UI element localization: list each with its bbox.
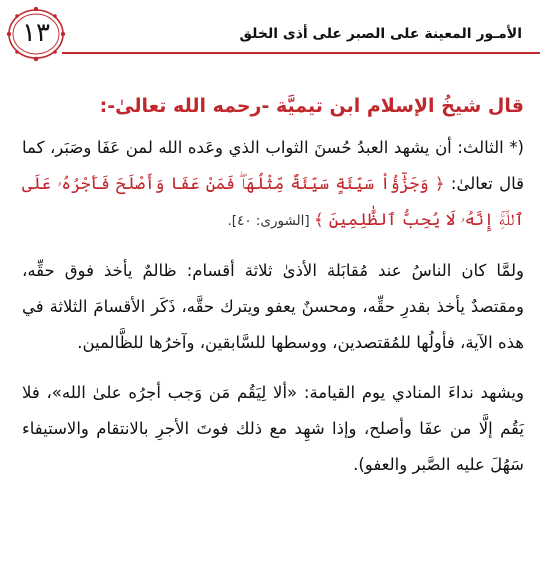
paragraph-1 — [22, 130, 524, 239]
paragraph-1-text: (* الثالث: أن يشهد العبدُ حُسنَ الثواب الذي وعَده الله لمن عَفَا وصَبَر، كما قال تعالىٰ: — [22, 138, 524, 193]
running-title: الأمـور المعينة على الصبر على أذى الخلق — [239, 26, 522, 42]
verse-reference: [الشورى: ٤٠]. — [227, 213, 314, 229]
paragraph-2: ولمَّا كان الناسُ عند مُقابَلة الأذىٰ ثلاثة أقسام: ظالمٌ يأخذ فوق حقِّه، ومقتصدٌ يأخذ بقدرِ حقِّه، ومحسنٌ يعفو ويترك حقَّه، ذَكَر الأقسامَ الثلاثة في هذه الآية، فأولُها للمُقتصدين، ووسطها للسَّابقين، وآخرُها للظَّالمين. — [22, 261, 524, 352]
page-number: ١٣ — [22, 18, 50, 48]
paragraph-3: ويشهد نداءَ المنادي يوم القيامة: «ألا لِيَقُم مَن وَجب أجرُه علىٰ الله»، فلا يَقُم إلَّا من عفَا وأصلح، وإذا شهِد مع ذلك فوتَ الأجرِ بالانتقام والاستيفاء سَهُلَ عليه الصَّبر والعفو). — [22, 383, 524, 474]
page-number-badge — [4, 4, 68, 64]
header-divider — [62, 52, 540, 54]
section-heading: قال شيخُ الإسلام ابن تيميَّة -رحمه الله تعالىٰ-: — [99, 95, 524, 117]
page-header — [0, 0, 546, 70]
page-body — [22, 92, 524, 497]
quran-verse: ﴿ وَجَزَٰٓؤُاْ سَيِّئَةٍ سَيِّئَةٌ مِّثْلُهَاۖ فَمَنْ عَفَا وَأَصْلَحَ فَأَجْرُهُۥ عَلَى ٱللَّهِۚ إِنَّهُۥ لَا يُحِبُّ ٱلظَّٰلِمِينَ ﴾ — [22, 174, 524, 229]
